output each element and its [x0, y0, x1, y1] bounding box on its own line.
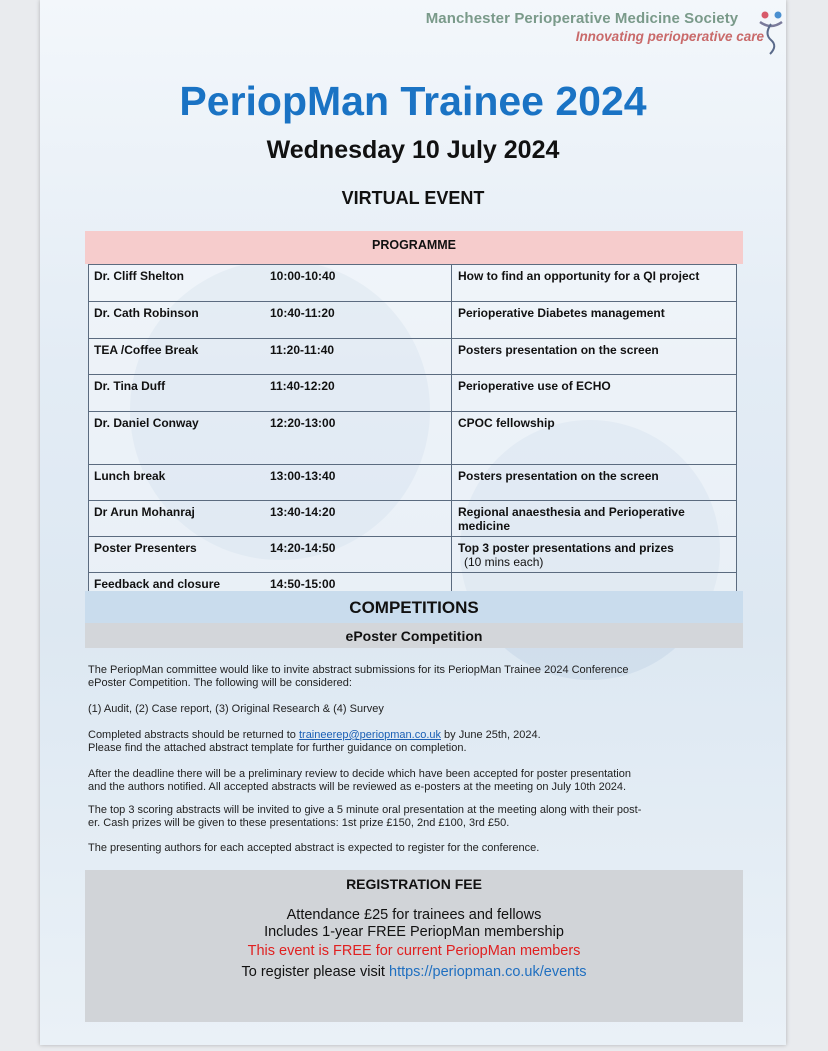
attendance-fee: Attendance £25 for trainees and fellows — [286, 907, 542, 923]
text-line: Please find the attached abstract template for further guidance on completion. — [88, 742, 467, 754]
time-slot: 11:20-11:40 — [270, 343, 335, 357]
registration-box — [85, 870, 743, 1022]
society-tagline: Innovating perioperative care — [575, 29, 764, 44]
session-note: (10 mins each) — [464, 555, 544, 569]
time-slot: 10:40-11:20 — [270, 306, 335, 320]
registration-heading: REGISTRATION FEE — [346, 876, 482, 892]
speaker: Dr. Daniel Conway — [94, 416, 199, 430]
competitions-heading: COMPETITIONS — [85, 591, 743, 623]
event-date: Wednesday 10 July 2024 — [266, 136, 560, 164]
session-topic: Top 3 poster presentations and prizes — [458, 541, 674, 555]
session-topic: CPOC fellowship — [458, 416, 555, 430]
time-slot: 12:20-13:00 — [270, 416, 336, 430]
time-slot: 13:40-14:20 — [270, 505, 336, 519]
registration-requirement-paragraph — [88, 842, 748, 855]
session-topic-continued: medicine — [458, 519, 511, 533]
text-segment: Completed abstracts should be returned to — [88, 729, 299, 741]
text-segment: by June 25th, 2024. — [441, 729, 541, 741]
speaker: Lunch break — [94, 469, 166, 483]
text-line: er. Cash prizes will be given to these presentations: 1st prize £150, 2nd £100, 3rd £50. — [88, 817, 510, 829]
society-name: Manchester Perioperative Medicine Society — [425, 10, 739, 27]
session-topic: Perioperative Diabetes management — [458, 306, 665, 320]
speaker: Poster Presenters — [94, 541, 197, 555]
review-paragraph — [88, 768, 748, 794]
register-text: To register please visit — [241, 964, 389, 980]
invitation-paragraph — [88, 664, 748, 690]
table-row — [89, 573, 737, 593]
time-slot: 14:20-14:50 — [270, 541, 336, 555]
table-row — [89, 339, 737, 375]
free-for-members-note: This event is FREE for current PeriopMan members — [247, 943, 581, 959]
speaker: TEA /Coffee Break — [94, 343, 199, 357]
table-row — [89, 412, 737, 465]
society-emblem-icon — [756, 8, 786, 58]
text-line: The presenting authors for each accepted abstract is expected to register for the conference. — [88, 842, 540, 854]
table-row — [89, 465, 737, 501]
session-topic: How to find an opportunity for a QI project — [458, 269, 700, 283]
event-type: VIRTUAL EVENT — [341, 188, 485, 208]
membership-note: Includes 1-year FREE PeriopMan membership — [264, 924, 564, 940]
prizes-paragraph — [88, 804, 748, 830]
eposter-heading: ePoster Competition — [85, 623, 743, 648]
speaker: Feedback and closure — [94, 577, 221, 591]
submission-paragraph — [88, 729, 748, 755]
table-row — [89, 501, 737, 537]
session-topic: Perioperative use of ECHO — [458, 379, 611, 393]
categories-paragraph — [88, 703, 748, 716]
time-slot: 11:40-12:20 — [270, 379, 335, 393]
register-line — [85, 964, 743, 980]
programme-heading: PROGRAMME — [85, 231, 743, 264]
time-slot: 14:50-15:00 — [270, 577, 336, 591]
speaker: Dr. Cath Robinson — [94, 306, 199, 320]
text-line: and the authors notified. All accepted abstracts will be reviewed as e-posters at the meeting on July 10th 2024. — [88, 781, 627, 793]
session-topic: Regional anaesthesia and Perioperative — [458, 505, 685, 519]
text-line: (1) Audit, (2) Case report, (3) Original Research & (4) Survey — [88, 703, 384, 715]
speaker: Dr. Cliff Shelton — [94, 269, 184, 283]
event-title: PeriopMan Trainee 2024 — [179, 78, 647, 124]
text-line: After the deadline there will be a preliminary review to decide which have been accepted for poster presentation — [88, 768, 631, 780]
table-row — [89, 302, 737, 339]
programme-table — [88, 264, 737, 593]
poster-page — [40, 0, 786, 1045]
register-link[interactable]: https://periopman.co.uk/events — [389, 964, 587, 980]
text-line: ePoster Competition. The following will be considered: — [88, 677, 352, 689]
email-link[interactable]: traineerep@periopman.co.uk — [298, 729, 441, 741]
session-topic: Posters presentation on the screen — [458, 343, 659, 357]
text-line: The PeriopMan committee would like to invite abstract submissions for its PeriopMan Trainee 2024 Conference — [88, 664, 629, 676]
time-slot: 10:00-10:40 — [270, 269, 336, 283]
society-logo — [426, 10, 764, 44]
session-topic: Posters presentation on the screen — [458, 469, 659, 483]
table-row — [89, 265, 737, 302]
speaker: Dr. Tina Duff — [94, 379, 166, 393]
time-slot: 13:00-13:40 — [270, 469, 336, 483]
speaker: Dr Arun Mohanraj — [94, 505, 195, 519]
table-row — [89, 375, 737, 412]
text-line: The top 3 scoring abstracts will be invited to give a 5 minute oral presentation at the meeting along with their post- — [88, 804, 642, 816]
table-row — [89, 537, 737, 573]
